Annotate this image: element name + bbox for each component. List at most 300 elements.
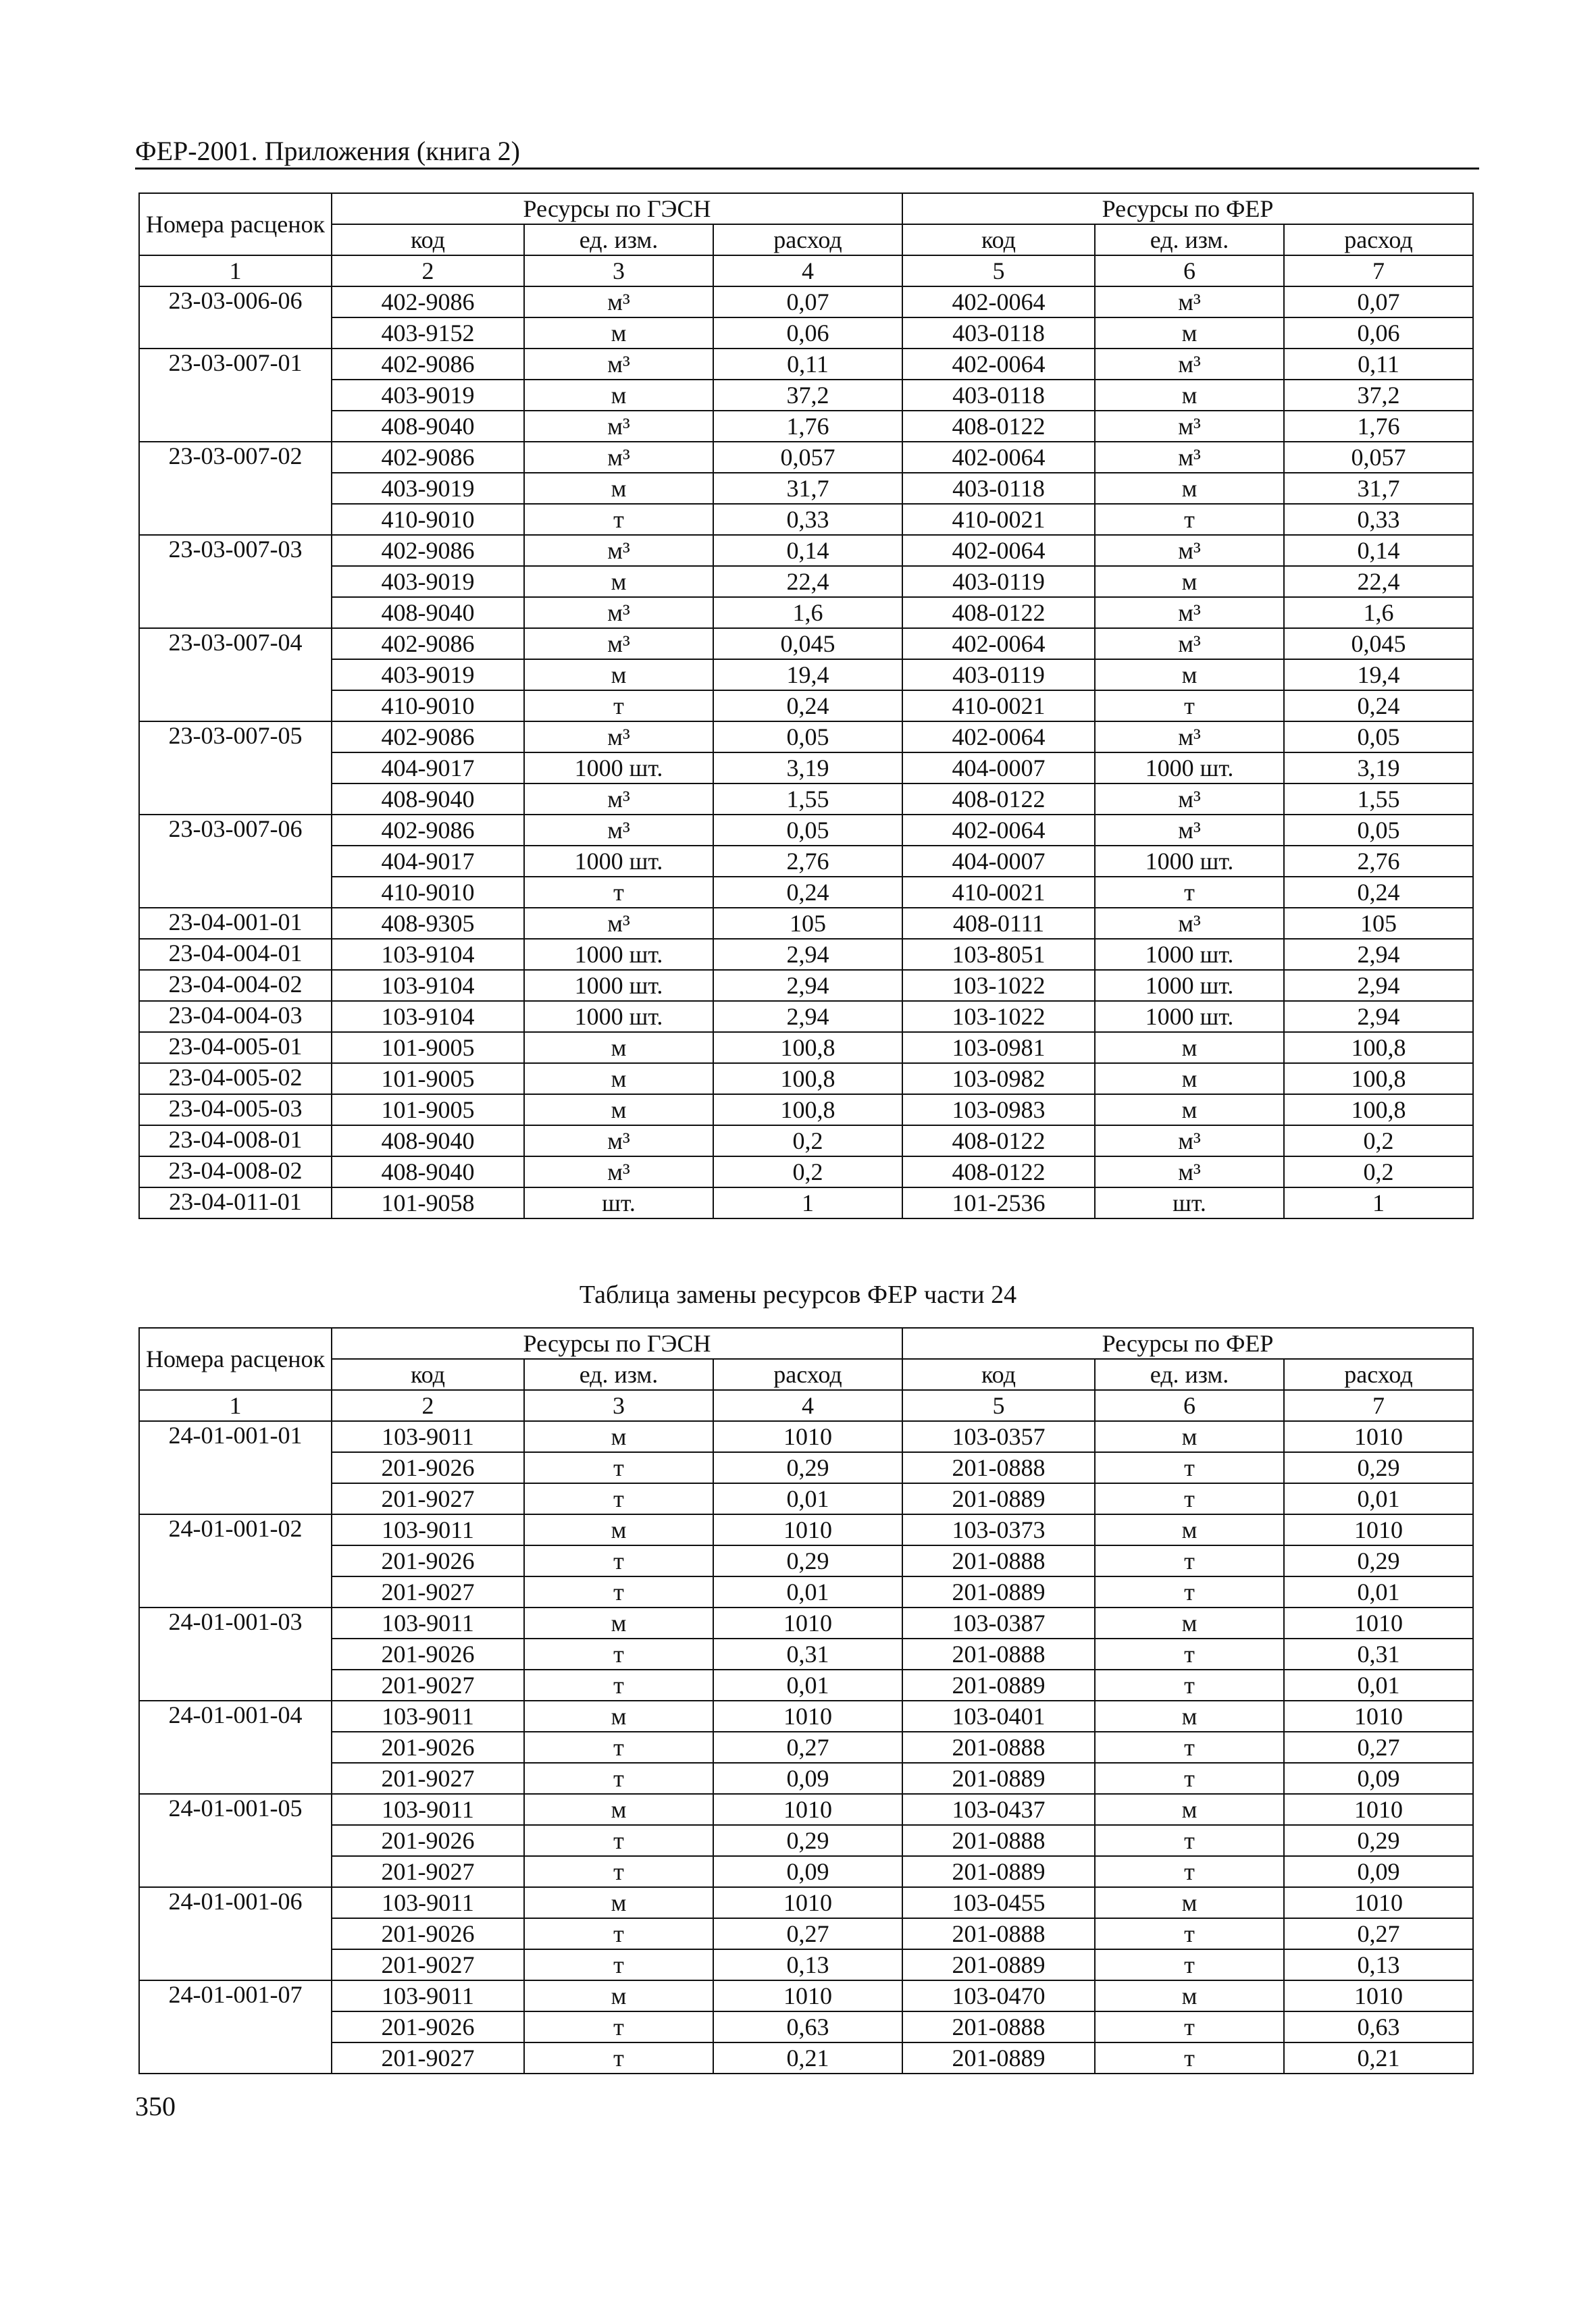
- table-header-row: [139, 1328, 1473, 1359]
- rate-number-cell: 24-01-001-05: [139, 1794, 332, 1887]
- rate-number-cell: 23-03-007-05: [139, 721, 332, 815]
- gesn-code-cell: 402-9086: [332, 535, 524, 566]
- fer-unit-cell: м³: [1095, 442, 1284, 473]
- gesn-qty-cell: 0,24: [713, 877, 902, 908]
- gesn-unit-cell: м³: [524, 628, 713, 659]
- gesn-qty-cell: 0,24: [713, 690, 902, 721]
- fer-unit-cell: 1000 шт.: [1095, 846, 1284, 877]
- gesn-code-cell: 201-9026: [332, 2011, 524, 2042]
- gesn-code-cell: 402-9086: [332, 721, 524, 752]
- table-row: [139, 1670, 1473, 1701]
- rate-number-cell: 23-04-004-02: [139, 970, 332, 1001]
- fer-unit-cell: м³: [1095, 1125, 1284, 1156]
- table-row: [139, 752, 1473, 783]
- fer-unit-cell: т: [1095, 1452, 1284, 1483]
- gesn-code-cell: 101-9058: [332, 1187, 524, 1218]
- table-row: [139, 1980, 1473, 2011]
- fer-unit-cell: м³: [1095, 628, 1284, 659]
- gesn-unit-cell: т: [524, 1732, 713, 1763]
- gesn-code-cell: 408-9040: [332, 1125, 524, 1156]
- gesn-qty-cell: 22,4: [713, 566, 902, 597]
- fer-qty-cell: 2,94: [1284, 939, 1473, 970]
- gesn-code-cell: 403-9019: [332, 473, 524, 504]
- fer-qty-cell: 0,11: [1284, 349, 1473, 380]
- gesn-qty-cell: 100,8: [713, 1063, 902, 1094]
- gesn-unit-cell: м³: [524, 411, 713, 442]
- gesn-unit-cell: м: [524, 1514, 713, 1545]
- table-row: [139, 2011, 1473, 2042]
- fer-code-cell: 201-0889: [902, 1483, 1095, 1514]
- gesn-qty-cell: 2,94: [713, 970, 902, 1001]
- rate-number-cell: 23-04-005-03: [139, 1094, 332, 1125]
- gesn-qty-cell: 19,4: [713, 659, 902, 690]
- gesn-code-cell: 408-9040: [332, 1156, 524, 1187]
- fer-code-cell: 103-0401: [902, 1701, 1095, 1732]
- fer-qty-cell: 100,8: [1284, 1032, 1473, 1063]
- fer-qty-cell: 0,06: [1284, 317, 1473, 349]
- fer-unit-cell: м: [1095, 1063, 1284, 1094]
- fer-qty-cell: 0,63: [1284, 2011, 1473, 2042]
- fer-unit-cell: м³: [1095, 535, 1284, 566]
- header-fer-resources: Ресурсы по ФЕР: [902, 1328, 1473, 1359]
- fer-code-cell: 103-1022: [902, 1001, 1095, 1032]
- gesn-qty-cell: 0,11: [713, 349, 902, 380]
- gesn-unit-cell: м: [524, 1701, 713, 1732]
- rate-number-cell: 24-01-001-06: [139, 1887, 332, 1980]
- table-row: [139, 846, 1473, 877]
- fer-unit-cell: м: [1095, 1887, 1284, 1918]
- fer-code-cell: 201-0889: [902, 1949, 1095, 1980]
- gesn-unit-cell: т: [524, 1576, 713, 1608]
- rate-number-cell: 24-01-001-04: [139, 1701, 332, 1794]
- gesn-unit-cell: м: [524, 1608, 713, 1639]
- subheader-cell: ед. изм.: [524, 224, 713, 255]
- fer-qty-cell: 0,27: [1284, 1732, 1473, 1763]
- gesn-qty-cell: 1,55: [713, 783, 902, 815]
- table-row: [139, 535, 1473, 566]
- table-row: [139, 1094, 1473, 1125]
- table-row: [139, 1949, 1473, 1980]
- table-row: [139, 442, 1473, 473]
- fer-qty-cell: 2,94: [1284, 970, 1473, 1001]
- fer-code-cell: 201-0889: [902, 1576, 1095, 1608]
- fer-unit-cell: м: [1095, 1032, 1284, 1063]
- fer-unit-cell: м³: [1095, 349, 1284, 380]
- fer-code-cell: 403-0118: [902, 473, 1095, 504]
- fer-code-cell: 101-2536: [902, 1187, 1095, 1218]
- table-row: [139, 1156, 1473, 1187]
- column-number-cell: 6: [1095, 255, 1284, 286]
- gesn-code-cell: 402-9086: [332, 442, 524, 473]
- fer-code-cell: 103-0982: [902, 1063, 1095, 1094]
- gesn-code-cell: 101-9005: [332, 1094, 524, 1125]
- fer-unit-cell: м³: [1095, 783, 1284, 815]
- gesn-unit-cell: м³: [524, 286, 713, 317]
- gesn-qty-cell: 2,76: [713, 846, 902, 877]
- fer-qty-cell: 0,33: [1284, 504, 1473, 535]
- gesn-code-cell: 103-9104: [332, 1001, 524, 1032]
- column-number-cell: 4: [713, 1390, 902, 1421]
- gesn-qty-cell: 0,21: [713, 2042, 902, 2074]
- rate-number-cell: 23-03-007-06: [139, 815, 332, 908]
- fer-qty-cell: 0,24: [1284, 690, 1473, 721]
- rate-number-cell: 23-03-006-06: [139, 286, 332, 349]
- table-row: [139, 1887, 1473, 1918]
- gesn-code-cell: 408-9305: [332, 908, 524, 939]
- gesn-code-cell: 410-9010: [332, 690, 524, 721]
- table-row: [139, 1187, 1473, 1218]
- fer-unit-cell: м: [1095, 1514, 1284, 1545]
- gesn-unit-cell: т: [524, 1918, 713, 1949]
- fer-code-cell: 201-0888: [902, 1639, 1095, 1670]
- fer-qty-cell: 0,01: [1284, 1483, 1473, 1514]
- gesn-unit-cell: м: [524, 1794, 713, 1825]
- gesn-qty-cell: 1010: [713, 1421, 902, 1452]
- gesn-qty-cell: 1010: [713, 1514, 902, 1545]
- fer-unit-cell: т: [1095, 1763, 1284, 1794]
- gesn-code-cell: 410-9010: [332, 877, 524, 908]
- fer-unit-cell: м³: [1095, 411, 1284, 442]
- gesn-qty-cell: 1,6: [713, 597, 902, 628]
- fer-unit-cell: м: [1095, 566, 1284, 597]
- gesn-qty-cell: 105: [713, 908, 902, 939]
- fer-unit-cell: м: [1095, 317, 1284, 349]
- rate-number-cell: 23-04-011-01: [139, 1187, 332, 1218]
- column-number-cell: 7: [1284, 255, 1473, 286]
- gesn-code-cell: 201-9027: [332, 1763, 524, 1794]
- gesn-qty-cell: 0,09: [713, 1856, 902, 1887]
- gesn-unit-cell: т: [524, 1545, 713, 1576]
- fer-code-cell: 404-0007: [902, 846, 1095, 877]
- fer-code-cell: 402-0064: [902, 628, 1095, 659]
- gesn-unit-cell: м³: [524, 721, 713, 752]
- header-rate-numbers: Номера расценок: [139, 1328, 332, 1390]
- table-row: [139, 286, 1473, 317]
- fer-unit-cell: м³: [1095, 815, 1284, 846]
- gesn-code-cell: 103-9011: [332, 1887, 524, 1918]
- gesn-code-cell: 103-9011: [332, 1514, 524, 1545]
- fer-qty-cell: 0,31: [1284, 1639, 1473, 1670]
- gesn-qty-cell: 2,94: [713, 939, 902, 970]
- fer-unit-cell: шт.: [1095, 1187, 1284, 1218]
- gesn-code-cell: 408-9040: [332, 411, 524, 442]
- fer-qty-cell: 1010: [1284, 1608, 1473, 1639]
- fer-qty-cell: 1,6: [1284, 597, 1473, 628]
- subheader-cell: код: [902, 224, 1095, 255]
- gesn-qty-cell: 0,057: [713, 442, 902, 473]
- fer-code-cell: 201-0889: [902, 1856, 1095, 1887]
- gesn-code-cell: 201-9026: [332, 1545, 524, 1576]
- gesn-qty-cell: 0,31: [713, 1639, 902, 1670]
- table-row: [139, 1421, 1473, 1452]
- fer-code-cell: 103-1022: [902, 970, 1095, 1001]
- fer-qty-cell: 1010: [1284, 1514, 1473, 1545]
- gesn-qty-cell: 0,63: [713, 2011, 902, 2042]
- gesn-qty-cell: 3,19: [713, 752, 902, 783]
- gesn-code-cell: 103-9011: [332, 1980, 524, 2011]
- fer-unit-cell: м: [1095, 1421, 1284, 1452]
- gesn-qty-cell: 0,01: [713, 1576, 902, 1608]
- gesn-qty-cell: 0,29: [713, 1452, 902, 1483]
- fer-code-cell: 408-0122: [902, 1156, 1095, 1187]
- fer-qty-cell: 2,76: [1284, 846, 1473, 877]
- gesn-unit-cell: м: [524, 473, 713, 504]
- fer-qty-cell: 1,76: [1284, 411, 1473, 442]
- gesn-unit-cell: т: [524, 1670, 713, 1701]
- table-2-caption: Таблица замены ресурсов ФЕР части 24: [579, 1281, 1017, 1309]
- gesn-code-cell: 201-9026: [332, 1918, 524, 1949]
- fer-code-cell: 403-0119: [902, 566, 1095, 597]
- fer-qty-cell: 1010: [1284, 1421, 1473, 1452]
- fer-code-cell: 201-0888: [902, 1732, 1095, 1763]
- gesn-code-cell: 402-9086: [332, 286, 524, 317]
- fer-unit-cell: т: [1095, 1949, 1284, 1980]
- table-row: [139, 1825, 1473, 1856]
- table-subheader-row: [139, 1359, 1473, 1390]
- gesn-unit-cell: 1000 шт.: [524, 970, 713, 1001]
- gesn-qty-cell: 0,05: [713, 815, 902, 846]
- fer-unit-cell: т: [1095, 1825, 1284, 1856]
- resource-table-1: [138, 192, 1474, 1219]
- fer-qty-cell: 100,8: [1284, 1063, 1473, 1094]
- header-rate-numbers: Номера расценок: [139, 193, 332, 255]
- rate-number-cell: 23-04-008-02: [139, 1156, 332, 1187]
- table-row: [139, 317, 1473, 349]
- fer-qty-cell: 19,4: [1284, 659, 1473, 690]
- fer-unit-cell: м³: [1095, 286, 1284, 317]
- gesn-unit-cell: м³: [524, 815, 713, 846]
- gesn-unit-cell: м³: [524, 442, 713, 473]
- fer-code-cell: 402-0064: [902, 815, 1095, 846]
- table-row: [139, 721, 1473, 752]
- table-row: [139, 628, 1473, 659]
- fer-unit-cell: т: [1095, 2042, 1284, 2074]
- fer-code-cell: 410-0021: [902, 877, 1095, 908]
- gesn-code-cell: 402-9086: [332, 349, 524, 380]
- gesn-unit-cell: 1000 шт.: [524, 846, 713, 877]
- gesn-qty-cell: 2,94: [713, 1001, 902, 1032]
- header-fer-resources: Ресурсы по ФЕР: [902, 193, 1473, 224]
- fer-code-cell: 201-0888: [902, 1918, 1095, 1949]
- gesn-code-cell: 403-9019: [332, 566, 524, 597]
- fer-code-cell: 103-8051: [902, 939, 1095, 970]
- table-row: [139, 783, 1473, 815]
- table-row: [139, 597, 1473, 628]
- gesn-qty-cell: 0,07: [713, 286, 902, 317]
- header-gesn-resources: Ресурсы по ГЭСН: [332, 1328, 902, 1359]
- fer-unit-cell: т: [1095, 1576, 1284, 1608]
- gesn-qty-cell: 0,29: [713, 1545, 902, 1576]
- fer-qty-cell: 1010: [1284, 1887, 1473, 1918]
- fer-unit-cell: м: [1095, 1794, 1284, 1825]
- fer-qty-cell: 2,94: [1284, 1001, 1473, 1032]
- fer-code-cell: 410-0021: [902, 504, 1095, 535]
- gesn-code-cell: 404-9017: [332, 846, 524, 877]
- fer-qty-cell: 100,8: [1284, 1094, 1473, 1125]
- fer-unit-cell: т: [1095, 877, 1284, 908]
- gesn-qty-cell: 0,33: [713, 504, 902, 535]
- gesn-code-cell: 201-9027: [332, 1670, 524, 1701]
- fer-code-cell: 201-0889: [902, 2042, 1095, 2074]
- gesn-qty-cell: 0,29: [713, 1825, 902, 1856]
- table-row: [139, 877, 1473, 908]
- gesn-code-cell: 201-9026: [332, 1639, 524, 1670]
- column-number-cell: 3: [524, 255, 713, 286]
- rate-number-cell: 24-01-001-03: [139, 1608, 332, 1701]
- fer-unit-cell: м³: [1095, 908, 1284, 939]
- fer-code-cell: 402-0064: [902, 721, 1095, 752]
- fer-unit-cell: т: [1095, 2011, 1284, 2042]
- fer-qty-cell: 0,07: [1284, 286, 1473, 317]
- gesn-unit-cell: м: [524, 1421, 713, 1452]
- table-row: [139, 1125, 1473, 1156]
- gesn-qty-cell: 1: [713, 1187, 902, 1218]
- fer-qty-cell: 0,21: [1284, 2042, 1473, 2074]
- fer-qty-cell: 0,29: [1284, 1452, 1473, 1483]
- table-row: [139, 1918, 1473, 1949]
- header-gesn-resources: Ресурсы по ГЭСН: [332, 193, 902, 224]
- fer-code-cell: 201-0888: [902, 1452, 1095, 1483]
- header-rule: [135, 168, 1479, 170]
- column-numbers-row: [139, 255, 1473, 286]
- fer-qty-cell: 0,27: [1284, 1918, 1473, 1949]
- gesn-unit-cell: шт.: [524, 1187, 713, 1218]
- gesn-qty-cell: 0,14: [713, 535, 902, 566]
- table-subheader-row: [139, 224, 1473, 255]
- gesn-unit-cell: т: [524, 877, 713, 908]
- gesn-qty-cell: 0,01: [713, 1670, 902, 1701]
- gesn-unit-cell: м: [524, 566, 713, 597]
- gesn-unit-cell: м: [524, 1980, 713, 2011]
- resource-table-2: [138, 1327, 1474, 2074]
- table-row: [139, 504, 1473, 535]
- fer-unit-cell: м³: [1095, 597, 1284, 628]
- fer-unit-cell: м: [1095, 1701, 1284, 1732]
- subheader-cell: расход: [713, 1359, 902, 1390]
- fer-unit-cell: т: [1095, 1483, 1284, 1514]
- gesn-unit-cell: 1000 шт.: [524, 1001, 713, 1032]
- table-header-row: [139, 193, 1473, 224]
- gesn-unit-cell: т: [524, 1483, 713, 1514]
- gesn-qty-cell: 1010: [713, 1608, 902, 1639]
- fer-qty-cell: 0,24: [1284, 877, 1473, 908]
- gesn-code-cell: 403-9019: [332, 659, 524, 690]
- rate-number-cell: 23-03-007-04: [139, 628, 332, 721]
- gesn-unit-cell: т: [524, 504, 713, 535]
- table-row: [139, 1063, 1473, 1094]
- gesn-code-cell: 103-9011: [332, 1608, 524, 1639]
- rate-number-cell: 24-01-001-01: [139, 1421, 332, 1514]
- gesn-qty-cell: 0,27: [713, 1732, 902, 1763]
- gesn-code-cell: 201-9026: [332, 1825, 524, 1856]
- gesn-qty-cell: 0,05: [713, 721, 902, 752]
- gesn-unit-cell: т: [524, 1949, 713, 1980]
- subheader-cell: код: [332, 1359, 524, 1390]
- gesn-qty-cell: 0,27: [713, 1918, 902, 1949]
- subheader-cell: ед. изм.: [1095, 224, 1284, 255]
- gesn-unit-cell: м: [524, 1094, 713, 1125]
- fer-code-cell: 103-0981: [902, 1032, 1095, 1063]
- gesn-unit-cell: м: [524, 1032, 713, 1063]
- column-number-cell: 5: [902, 1390, 1095, 1421]
- column-number-cell: 1: [139, 255, 332, 286]
- rate-number-cell: 24-01-001-02: [139, 1514, 332, 1608]
- gesn-code-cell: 403-9152: [332, 317, 524, 349]
- gesn-code-cell: 201-9027: [332, 1949, 524, 1980]
- table-row: [139, 659, 1473, 690]
- table-row: [139, 1545, 1473, 1576]
- fer-qty-cell: 3,19: [1284, 752, 1473, 783]
- column-number-cell: 2: [332, 255, 524, 286]
- fer-code-cell: 410-0021: [902, 690, 1095, 721]
- rate-number-cell: 23-03-007-01: [139, 349, 332, 442]
- table-row: [139, 1576, 1473, 1608]
- fer-qty-cell: 0,2: [1284, 1156, 1473, 1187]
- fer-qty-cell: 0,01: [1284, 1576, 1473, 1608]
- rate-number-cell: 23-04-004-03: [139, 1001, 332, 1032]
- gesn-qty-cell: 31,7: [713, 473, 902, 504]
- gesn-code-cell: 402-9086: [332, 628, 524, 659]
- gesn-unit-cell: м: [524, 380, 713, 411]
- fer-code-cell: 402-0064: [902, 442, 1095, 473]
- column-number-cell: 4: [713, 255, 902, 286]
- table-row: [139, 815, 1473, 846]
- fer-qty-cell: 1010: [1284, 1701, 1473, 1732]
- fer-code-cell: 403-0119: [902, 659, 1095, 690]
- fer-qty-cell: 0,2: [1284, 1125, 1473, 1156]
- gesn-unit-cell: 1000 шт.: [524, 752, 713, 783]
- gesn-code-cell: 402-9086: [332, 815, 524, 846]
- gesn-qty-cell: 0,2: [713, 1156, 902, 1187]
- fer-unit-cell: м³: [1095, 1156, 1284, 1187]
- fer-unit-cell: м: [1095, 473, 1284, 504]
- rate-number-cell: 23-03-007-02: [139, 442, 332, 535]
- fer-code-cell: 201-0888: [902, 1825, 1095, 1856]
- subheader-cell: расход: [1284, 224, 1473, 255]
- table-row: [139, 1763, 1473, 1794]
- fer-qty-cell: 105: [1284, 908, 1473, 939]
- gesn-unit-cell: м³: [524, 349, 713, 380]
- table-row: [139, 566, 1473, 597]
- fer-unit-cell: м: [1095, 1094, 1284, 1125]
- fer-qty-cell: 1010: [1284, 1980, 1473, 2011]
- gesn-unit-cell: м: [524, 659, 713, 690]
- fer-qty-cell: 0,05: [1284, 721, 1473, 752]
- gesn-unit-cell: 1000 шт.: [524, 939, 713, 970]
- gesn-unit-cell: м³: [524, 1125, 713, 1156]
- gesn-code-cell: 101-9005: [332, 1032, 524, 1063]
- fer-code-cell: 103-0470: [902, 1980, 1095, 2011]
- table-row: [139, 1639, 1473, 1670]
- fer-unit-cell: 1000 шт.: [1095, 752, 1284, 783]
- fer-qty-cell: 37,2: [1284, 380, 1473, 411]
- fer-code-cell: 408-0122: [902, 783, 1095, 815]
- fer-unit-cell: м: [1095, 1980, 1284, 2011]
- gesn-unit-cell: т: [524, 1639, 713, 1670]
- subheader-cell: расход: [1284, 1359, 1473, 1390]
- fer-unit-cell: т: [1095, 504, 1284, 535]
- rate-number-cell: 23-04-004-01: [139, 939, 332, 970]
- fer-unit-cell: 1000 шт.: [1095, 939, 1284, 970]
- rate-number-cell: 24-01-001-07: [139, 1980, 332, 2074]
- fer-code-cell: 403-0118: [902, 380, 1095, 411]
- gesn-unit-cell: м: [524, 1063, 713, 1094]
- fer-code-cell: 201-0889: [902, 1763, 1095, 1794]
- gesn-unit-cell: т: [524, 690, 713, 721]
- gesn-code-cell: 201-9027: [332, 1483, 524, 1514]
- fer-qty-cell: 0,09: [1284, 1856, 1473, 1887]
- gesn-qty-cell: 0,09: [713, 1763, 902, 1794]
